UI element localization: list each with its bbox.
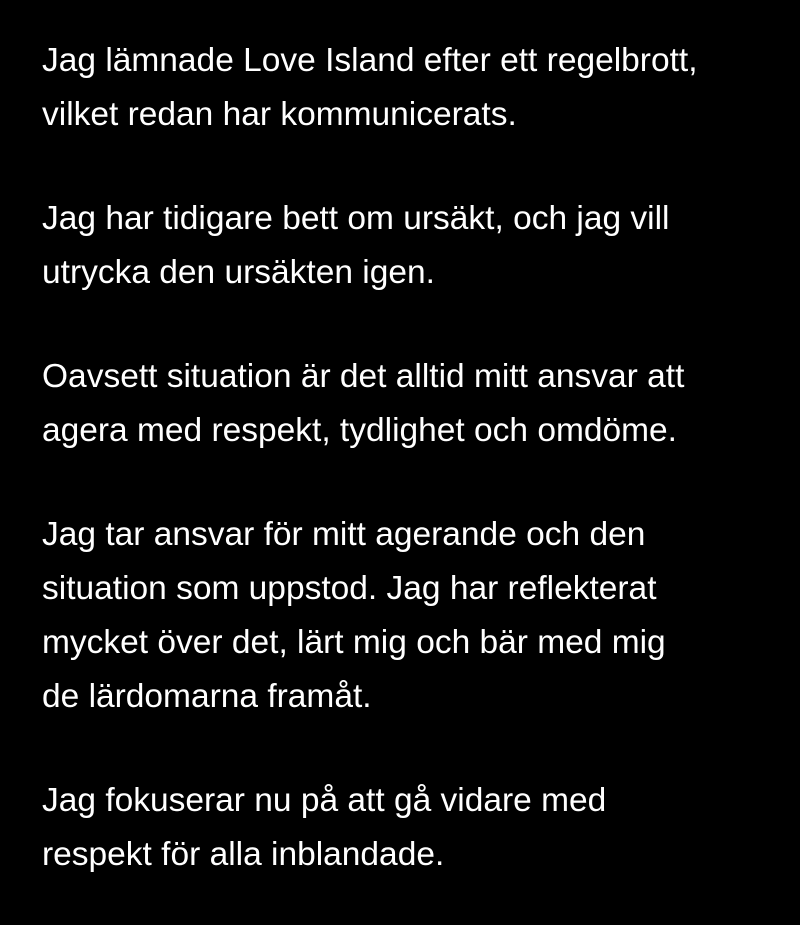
paragraph-line: Jag fokuserar nu på att gå vidare med [42,782,607,819]
paragraph-3 [42,350,780,458]
paragraph-line: Oavsett situation är det alltid mitt ansvar att [42,358,685,395]
paragraph-4 [42,508,780,724]
paragraph-line: situation som uppstod. Jag har reflekterat [42,570,657,607]
paragraph-line: Jag har tidigare bett om ursäkt, och jag vill [42,200,670,237]
paragraph-line: Jag lämnade Love Island efter ett regelbrott, [42,42,698,79]
paragraph-line: utrycka den ursäkten igen. [42,254,435,291]
paragraph-1 [42,34,780,142]
paragraph-line: respekt för alla inblandade. [42,836,445,873]
paragraph-2 [42,192,780,300]
paragraph-5 [42,774,780,882]
paragraph-line: mycket över det, lärt mig och bär med mig [42,624,666,661]
paragraph-line: vilket redan har kommunicerats. [42,96,517,133]
paragraph-line: agera med respekt, tydlighet och omdöme. [42,412,677,449]
paragraph-line: Jag tar ansvar för mitt agerande och den [42,516,646,553]
statement-text [42,34,780,882]
paragraph-line: de lärdomarna framåt. [42,678,372,715]
